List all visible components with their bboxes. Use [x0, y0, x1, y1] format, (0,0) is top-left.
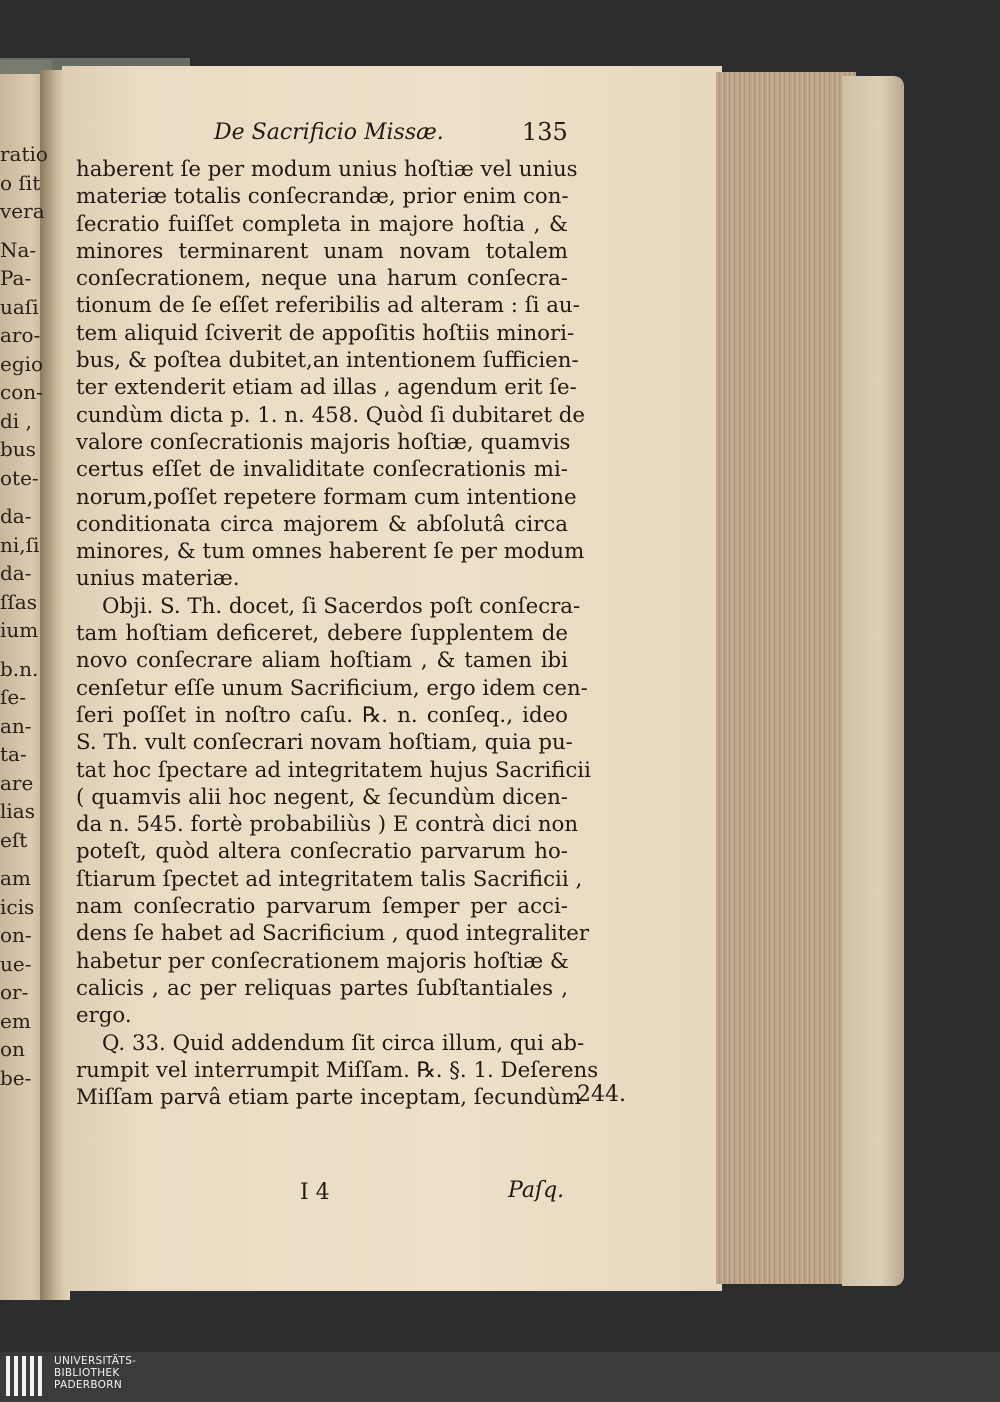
- text-line: bus, & poſtea dubitet,an intentionem ſufficien-: [76, 348, 579, 374]
- catchword: Paſq.: [508, 1178, 565, 1203]
- text-line: minores terminarent unam novam totalem: [76, 238, 568, 264]
- text-line: da n. 545. fortè probabiliùs ) E contrà dici non: [76, 812, 579, 838]
- text-line: tem aliquid ſciverit de appoſitis hoſtiis minori-: [76, 320, 575, 346]
- left-line-fragment: icis: [0, 894, 35, 919]
- left-line-fragment: aro-: [0, 323, 41, 347]
- page-number: 135: [522, 118, 568, 146]
- left-line-fragment: da-: [0, 561, 32, 585]
- text-line: tionum de ſe eſſet referibilis ad alteram : ſi au-: [76, 293, 580, 319]
- left-line-fragment: ſe-: [0, 685, 26, 709]
- left-line-fragment: uaſi: [0, 294, 39, 319]
- left-line-fragment: ſſas: [0, 589, 37, 614]
- text-line: Obji. S. Th. docet, ſi Sacerdos poſt conſecra-: [102, 593, 581, 619]
- text-line: ergo.: [76, 1003, 132, 1029]
- left-line-fragment: [0, 226, 48, 236]
- text-line: tat hoc ſpectare ad integritatem hujus Sacrificii: [76, 757, 591, 783]
- text-line: ſtiarum ſpectet ad integritatem talis Sacrificii ,: [76, 866, 583, 892]
- text-line: certus eſſet de invaliditate conſecrationis mi-: [76, 457, 568, 483]
- text-line: valore conſecrationis majoris hoſtiæ, quamvis: [76, 429, 571, 455]
- text-line: cundùm dicta p. 1. n. 458. Quòd ſi dubitaret de: [76, 402, 586, 428]
- text-line: dens ſe habet ad Sacrificium , quod integraliter: [76, 921, 590, 947]
- left-line-fragment: da-: [0, 504, 32, 528]
- left-page-text: [0, 140, 48, 1092]
- left-line-fragment: are: [0, 770, 34, 795]
- left-line-fragment: on: [0, 1037, 25, 1061]
- text-line: ter extenderit etiam ad illas , agendum erit ſe-: [76, 375, 577, 401]
- left-line-fragment: di ,: [0, 408, 32, 433]
- text-line: Miſſam parvâ etiam parte inceptam, ſecundùm: [76, 1085, 582, 1111]
- text-line: ( quamvis alii hoc negent, & ſecundùm dicen-: [76, 784, 568, 810]
- text-line: haberent ſe per modum unius hoſtiæ vel unius: [76, 157, 578, 182]
- text-line: conditionata circa majorem & abſolutâ circa: [76, 511, 568, 537]
- text-line: ſeri poſſet in noſtro caſu. ℞. n. conſeq., ideo: [76, 702, 568, 728]
- running-header: [76, 112, 568, 156]
- text-line: ſecratio fuiſſet completa in majore hoſtia , &: [76, 211, 568, 237]
- left-line-fragment: Na-: [0, 237, 37, 262]
- left-line-fragment: ta-: [0, 742, 27, 766]
- page-edges: [716, 72, 856, 1284]
- text-line: materiæ totalis conſecrandæ, prior enim con-: [76, 184, 569, 210]
- library-name-line3: PADERBORN: [54, 1379, 122, 1391]
- text-line: tam hoſtiam deficeret, debere ſupplentem de: [76, 621, 568, 647]
- left-line-fragment: con-: [0, 380, 43, 404]
- left-line-fragment: lias: [0, 799, 35, 823]
- left-line-fragment: [0, 645, 48, 655]
- text-line: norum,poſſet repetere formam cum intentione: [76, 484, 577, 510]
- left-line-fragment: eſt: [0, 827, 28, 852]
- left-line-fragment: or-: [0, 980, 29, 1004]
- left-line-fragment: bus: [0, 437, 36, 461]
- left-line-fragment: [0, 854, 48, 864]
- left-line-fragment: [0, 492, 48, 502]
- text-line: minores, & tum omnes haberent ſe per modum: [76, 539, 585, 565]
- text-line: rumpit vel interrumpit Miſſam. ℞. §. 1. Deſerens: [76, 1057, 599, 1083]
- text-line: S. Th. vult conſecrari novam hoſtiam, quia pu-: [76, 730, 573, 756]
- book-cover: [842, 76, 904, 1286]
- text-line: calicis , ac per reliquas partes ſubſtantiales ,: [76, 975, 568, 1001]
- text-line: novo conſecrare aliam hoſtiam , & tamen ibi: [76, 648, 568, 674]
- left-line-fragment: ni,ſi: [0, 532, 40, 557]
- left-line-fragment: be-: [0, 1065, 32, 1090]
- text-line: nam conſecratio parvarum ſemper per acci-: [76, 894, 568, 920]
- library-logo-icon: [6, 1356, 46, 1396]
- left-line-fragment: ratio: [0, 142, 48, 166]
- text-line: Q. 33. Quid addendum ſit circa illum, qui ab-: [102, 1030, 585, 1056]
- left-line-fragment: am: [0, 866, 31, 890]
- body-text: [76, 156, 599, 1111]
- left-line-fragment: on-: [0, 923, 32, 947]
- left-line-fragment: Pa-: [0, 266, 32, 290]
- left-line-fragment: b.n.: [0, 656, 39, 681]
- left-line-fragment: ote-: [0, 465, 39, 490]
- signature-mark: I 4: [300, 1180, 330, 1205]
- left-line-fragment: ue-: [0, 951, 32, 976]
- left-line-fragment: an-: [0, 713, 32, 738]
- library-name: [54, 1355, 136, 1391]
- text-line: habetur per conſecrationem majoris hoſtiæ &: [76, 948, 569, 974]
- left-line-fragment: o ſit: [0, 170, 41, 195]
- left-line-fragment: ium: [0, 618, 39, 642]
- text-line: poteſt, quòd altera conſecratio parvarum ho-: [76, 839, 568, 865]
- text-line: unius materiæ.: [76, 566, 240, 592]
- header-title: De Sacrificio Missæ.: [214, 120, 444, 145]
- left-line-fragment: vera: [0, 199, 45, 223]
- library-banner: [0, 1352, 1000, 1402]
- library-name-line2: BIBLIOTHEK: [54, 1367, 120, 1379]
- page-text: [76, 112, 599, 1111]
- left-line-fragment: em: [0, 1008, 31, 1033]
- left-line-fragment: egio: [0, 351, 44, 376]
- library-name-line1: UNIVERSITÄTS-: [54, 1355, 137, 1367]
- text-line: conſecrationem, neque una harum conſecra-: [76, 266, 568, 292]
- margin-number: 244.: [577, 1082, 626, 1107]
- text-line: cenſetur eſſe unum Sacrificium, ergo idem cen-: [76, 675, 588, 701]
